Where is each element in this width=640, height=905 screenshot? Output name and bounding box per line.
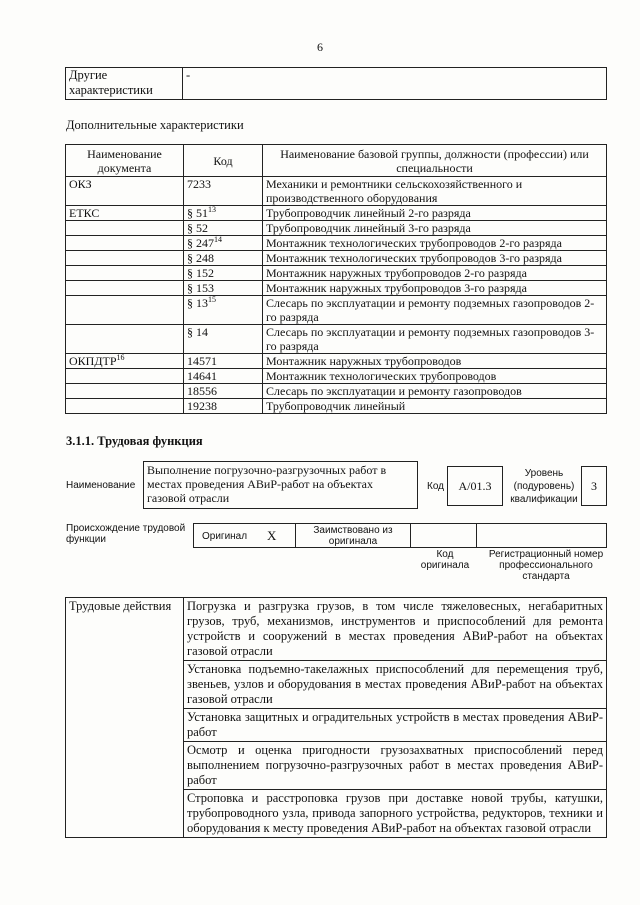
reg-number-label: Регистрационный номер профессионального стандарта [488, 549, 604, 582]
row-name [263, 399, 607, 414]
row-code [184, 206, 263, 221]
doc-text: ЕТКС [69, 206, 100, 220]
name-text: Слесарь по эксплуатации и ремонту подземных газопроводов 3-го разряда [266, 325, 595, 353]
row-code [184, 354, 263, 369]
row-name [263, 325, 607, 354]
page-number: 6 [317, 40, 323, 54]
name-text: Монтажник наружных трубопроводов 2-го разряда [266, 266, 527, 280]
function-name-box [143, 461, 418, 509]
row-doc [66, 354, 184, 369]
row-doc [66, 221, 184, 236]
code-text: 19238 [187, 399, 217, 413]
labor-function-title: 3.1.1. Трудовая функция [66, 434, 203, 448]
code-text: § 247 [187, 236, 214, 250]
table-row [66, 177, 607, 206]
labor-action-item: Установка защитных и оградительных устройств в местах проведения АВиР-работ [184, 709, 607, 742]
additional-characteristics-title: Дополнительные характеристики [66, 118, 244, 132]
original-mark: X [267, 528, 277, 543]
code-text: 14571 [187, 354, 217, 368]
header-code: Код [184, 145, 263, 177]
table-row [66, 236, 607, 251]
row-doc [66, 206, 184, 221]
row-doc [66, 369, 184, 384]
labor-action-item: Осмотр и оценка пригодности грузозахватных приспособлений перед выполнением погрузочно-разгрузочных работ в местах проведения АВиР-работ [184, 742, 607, 790]
code-original-label: Код оригинала [420, 549, 470, 571]
row-name [263, 206, 607, 221]
code-text: § 13 [187, 296, 208, 310]
labor-action-item: Погрузка и разгрузка грузов, в том числе тяжеловесных, негабаритных грузов, труб, механизмов, инструментов и приспособлений для ремонта устройств и сооружений в местах проведения АВиР-работ на объектах газовой отрасли [184, 598, 607, 661]
code-text: § 248 [187, 251, 214, 265]
table-row [66, 221, 607, 236]
row-doc [66, 325, 184, 354]
row-code [184, 384, 263, 399]
table-row [66, 325, 607, 354]
row-code [184, 399, 263, 414]
labor-action-item: Строповка и расстроповка грузов при доставке новой трубы, катушки, трубопроводного узла, привода запорного устройства, редукторов, техники и оборудования к месту проведения АВиР-работ на объектах газовой отрасли [184, 790, 607, 838]
name-text: Слесарь по эксплуатации и ремонту подземных газопроводов 2-го разряда [266, 296, 595, 324]
reg-number-box [476, 523, 607, 548]
row-doc [66, 281, 184, 296]
row-name [263, 384, 607, 399]
table-row [66, 384, 607, 399]
row-name [263, 296, 607, 325]
footnote-ref: 13 [208, 205, 216, 214]
row-doc [66, 296, 184, 325]
row-name [263, 177, 607, 206]
other-characteristics-table [65, 67, 607, 100]
code-original-box [410, 523, 477, 548]
row-doc [66, 251, 184, 266]
row-code [184, 266, 263, 281]
code-text: 7233 [187, 177, 211, 191]
doc-text: ОКЗ [69, 177, 92, 191]
code-label: Код [427, 481, 445, 492]
name-text: Монтажник технологических трубопроводов [266, 369, 497, 383]
name-text: Механики и ремонтники сельскохозяйственного и производственного оборудования [266, 177, 523, 205]
other-characteristics-label: Другие характеристики [66, 68, 183, 100]
name-text: Трубопроводчик линейный 3-го разряда [266, 221, 471, 235]
table-row [66, 598, 607, 661]
row-code [184, 236, 263, 251]
labor-action-item: Установка подъемно-такелажных приспособлений для перемещения труб, звеньев, узлов и оборудования в местах проведения АВиР-работ на объектах газовой отрасли [184, 661, 607, 709]
row-name [263, 221, 607, 236]
name-text: Трубопроводчик линейный [266, 399, 406, 413]
additional-characteristics-table [65, 144, 607, 414]
table-row [66, 266, 607, 281]
row-doc [66, 384, 184, 399]
function-name-label: Наименование [66, 480, 136, 491]
original-box [193, 523, 296, 548]
footnote-ref: 16 [116, 353, 125, 362]
doc-text: ОКПДТР [69, 354, 117, 368]
code-text: 18556 [187, 384, 217, 398]
header-name: Наименование базовой группы, должности (профессии) или специальности [263, 145, 607, 177]
table-row [66, 206, 607, 221]
table-row [66, 354, 607, 369]
table-header-row [66, 145, 607, 177]
row-doc [66, 236, 184, 251]
footnote-ref: 15 [208, 295, 216, 304]
labor-actions-label: Трудовые действия [66, 598, 184, 838]
row-doc [66, 177, 184, 206]
row-name [263, 281, 607, 296]
other-characteristics-value: - [183, 68, 607, 100]
table-row [66, 296, 607, 325]
row-name [263, 236, 607, 251]
header-doc: Наименование документа [66, 145, 184, 177]
row-doc [66, 399, 184, 414]
name-text: Монтажник технологических трубопроводов 2-го разряда [266, 236, 562, 250]
code-text: § 153 [187, 281, 214, 295]
labor-actions-table [65, 597, 607, 838]
code-text: 14641 [187, 369, 217, 383]
row-doc [66, 266, 184, 281]
code-value: A/01.3 [447, 466, 503, 506]
row-name [263, 354, 607, 369]
level-label: Уровень (подуровень) квалификации [510, 468, 578, 505]
level-value: 3 [581, 466, 607, 506]
name-text: Монтажник наружных трубопроводов [266, 354, 462, 368]
table-row [66, 369, 607, 384]
row-code [184, 281, 263, 296]
name-text: Монтажник наружных трубопроводов 3-го разряда [266, 281, 527, 295]
code-text: § 52 [187, 221, 208, 235]
row-code [184, 221, 263, 236]
row-code [184, 325, 263, 354]
function-name-value: Выполнение погрузочно-разгрузочных работ в местах проведения АВиР-работ на объектах газовой отрасли [147, 463, 387, 505]
borrowed-box [295, 523, 411, 548]
table-row [66, 251, 607, 266]
code-text: § 152 [187, 266, 214, 280]
table-row [66, 281, 607, 296]
name-text: Монтажник технологических трубопроводов 3-го разряда [266, 251, 562, 265]
row-name [263, 266, 607, 281]
origin-label: Происхождение трудовой функции [66, 523, 186, 545]
name-text: Слесарь по эксплуатации и ремонту газопроводов [266, 384, 522, 398]
original-label: Оригинал [202, 531, 248, 542]
row-code [184, 296, 263, 325]
table-row [66, 399, 607, 414]
borrowed-label: Заимствовано из оригинала [313, 525, 393, 547]
row-code [184, 177, 263, 206]
code-text: § 51 [187, 206, 208, 220]
row-name [263, 251, 607, 266]
row-name [263, 369, 607, 384]
footnote-ref: 14 [214, 235, 222, 244]
name-text: Трубопроводчик линейный 2-го разряда [266, 206, 471, 220]
row-code [184, 369, 263, 384]
code-text: § 14 [187, 325, 208, 339]
row-code [184, 251, 263, 266]
